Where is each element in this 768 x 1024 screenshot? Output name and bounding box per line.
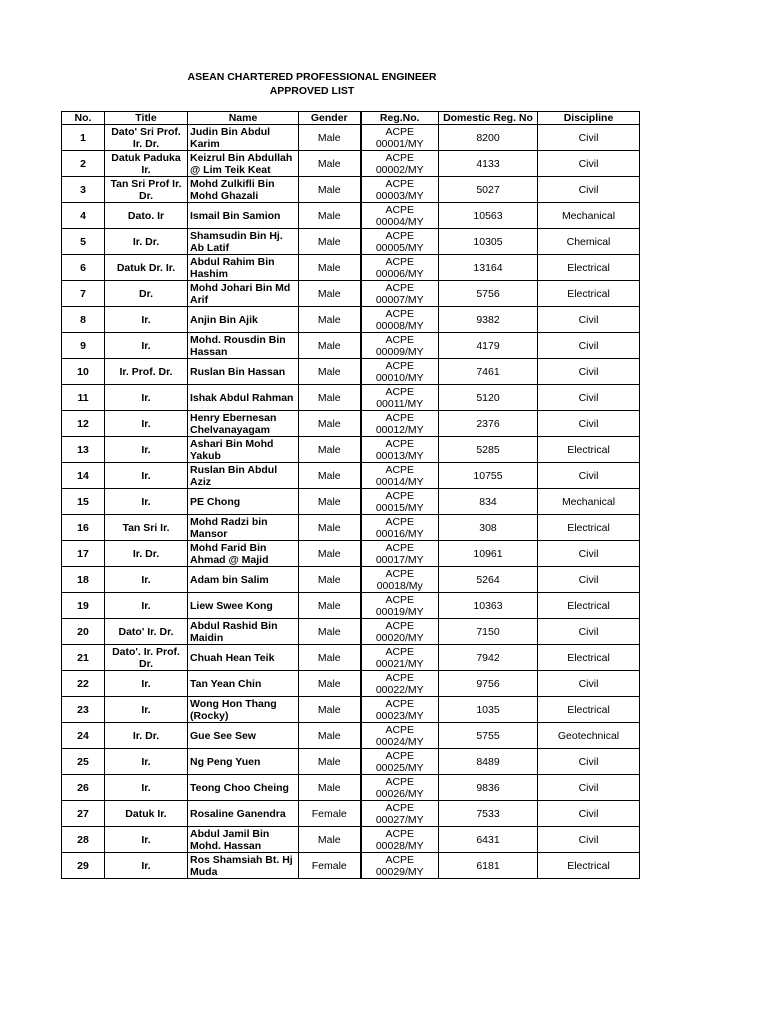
cell-gender: Male [299,125,361,151]
table-row [62,125,640,151]
cell-name: Adam bin Salim [188,567,299,593]
cell-name: Chuah Hean Teik [188,645,299,671]
cell-no: 25 [62,749,105,775]
cell-title: Ir. [105,463,188,489]
cell-domestic-reg-no: 6431 [439,827,538,853]
cell-discipline: Geotechnical [538,723,640,749]
table-row [62,671,640,697]
cell-reg-no: ACPE 00007/MY [361,281,439,307]
cell-title: Ir. Prof. Dr. [105,359,188,385]
cell-gender: Female [299,801,361,827]
table-row [62,801,640,827]
cell-reg-no: ACPE 00019/MY [361,593,439,619]
cell-discipline: Civil [538,827,640,853]
cell-domestic-reg-no: 7461 [439,359,538,385]
table-header [62,112,640,125]
cell-gender: Female [299,853,361,879]
cell-title: Ir. [105,307,188,333]
table-row [62,385,640,411]
cell-reg-no: ACPE 00017/MY [361,541,439,567]
cell-gender: Male [299,697,361,723]
cell-title: Datuk Dr. Ir. [105,255,188,281]
cell-reg-no: ACPE 00023/MY [361,697,439,723]
cell-discipline: Civil [538,775,640,801]
cell-reg-no: ACPE 00006/MY [361,255,439,281]
cell-discipline: Civil [538,749,640,775]
cell-no: 3 [62,177,105,203]
cell-discipline: Mechanical [538,489,640,515]
cell-title: Ir. Dr. [105,541,188,567]
cell-discipline: Civil [538,619,640,645]
cell-name: Henry Ebernesan Chelvanayagam [188,411,299,437]
cell-reg-no: ACPE 00026/MY [361,775,439,801]
cell-reg-no: ACPE 00009/MY [361,333,439,359]
table-row [62,853,640,879]
cell-title: Ir. [105,333,188,359]
cell-reg-no: ACPE 00015/MY [361,489,439,515]
cell-reg-no: ACPE 00018/My [361,567,439,593]
cell-gender: Male [299,619,361,645]
cell-gender: Male [299,203,361,229]
cell-domestic-reg-no: 9382 [439,307,538,333]
cell-discipline: Civil [538,359,640,385]
cell-name: PE Chong [188,489,299,515]
cell-discipline: Electrical [538,281,640,307]
table-row [62,177,640,203]
cell-gender: Male [299,281,361,307]
cell-name: Ashari Bin Mohd Yakub [188,437,299,463]
cell-domestic-reg-no: 5264 [439,567,538,593]
cell-discipline: Civil [538,125,640,151]
cell-gender: Male [299,749,361,775]
cell-gender: Male [299,359,361,385]
cell-name: Keizrul Bin Abdullah @ Lim Teik Keat [188,151,299,177]
cell-name: Teong Choo Cheing [188,775,299,801]
cell-no: 14 [62,463,105,489]
table-row [62,697,640,723]
table-row [62,593,640,619]
cell-title: Dato' Sri Prof. Ir. Dr. [105,125,188,151]
cell-gender: Male [299,307,361,333]
cell-domestic-reg-no: 834 [439,489,538,515]
cell-title: Ir. [105,671,188,697]
cell-reg-no: ACPE 00005/MY [361,229,439,255]
table-row [62,515,640,541]
table-row [62,541,640,567]
table-row [62,437,640,463]
cell-gender: Male [299,411,361,437]
cell-discipline: Civil [538,333,640,359]
cell-domestic-reg-no: 10363 [439,593,538,619]
cell-no: 7 [62,281,105,307]
table-row [62,281,640,307]
cell-name: Liew Swee Kong [188,593,299,619]
cell-name: Mohd Farid Bin Ahmad @ Majid [188,541,299,567]
cell-name: Mohd Radzi bin Mansor [188,515,299,541]
cell-discipline: Civil [538,307,640,333]
cell-discipline: Mechanical [538,203,640,229]
table-row [62,567,640,593]
cell-discipline: Civil [538,177,640,203]
cell-gender: Male [299,593,361,619]
cell-reg-no: ACPE 00024/MY [361,723,439,749]
table-row [62,203,640,229]
cell-gender: Male [299,177,361,203]
cell-discipline: Civil [538,567,640,593]
cell-no: 26 [62,775,105,801]
column-header-domestic-reg-no: Domestic Reg. No [439,112,538,125]
cell-name: Ruslan Bin Abdul Aziz [188,463,299,489]
cell-discipline: Civil [538,671,640,697]
cell-no: 18 [62,567,105,593]
table-row [62,411,640,437]
cell-reg-no: ACPE 00022/MY [361,671,439,697]
cell-gender: Male [299,541,361,567]
cell-domestic-reg-no: 308 [439,515,538,541]
table-row [62,489,640,515]
cell-domestic-reg-no: 5755 [439,723,538,749]
cell-no: 16 [62,515,105,541]
cell-reg-no: ACPE 00002/MY [361,151,439,177]
cell-reg-no: ACPE 00011/MY [361,385,439,411]
cell-no: 29 [62,853,105,879]
cell-title: Datuk Paduka Ir. [105,151,188,177]
cell-gender: Male [299,151,361,177]
cell-discipline: Electrical [538,515,640,541]
cell-domestic-reg-no: 5120 [439,385,538,411]
cell-reg-no: ACPE 00001/MY [361,125,439,151]
cell-gender: Male [299,827,361,853]
column-header-discipline: Discipline [538,112,640,125]
cell-title: Ir. [105,437,188,463]
cell-name: Ishak Abdul Rahman [188,385,299,411]
cell-domestic-reg-no: 10563 [439,203,538,229]
cell-name: Gue See Sew [188,723,299,749]
table-row [62,151,640,177]
cell-reg-no: ACPE 00008/MY [361,307,439,333]
cell-name: Wong Hon Thang (Rocky) [188,697,299,723]
cell-discipline: Electrical [538,255,640,281]
cell-gender: Male [299,229,361,255]
cell-domestic-reg-no: 1035 [439,697,538,723]
cell-domestic-reg-no: 10961 [439,541,538,567]
cell-no: 20 [62,619,105,645]
cell-name: Abdul Rashid Bin Maidin [188,619,299,645]
cell-no: 22 [62,671,105,697]
cell-name: Ismail Bin Samion [188,203,299,229]
cell-title: Ir. [105,385,188,411]
cell-reg-no: ACPE 00020/MY [361,619,439,645]
table-row [62,307,640,333]
cell-discipline: Civil [538,151,640,177]
cell-no: 15 [62,489,105,515]
cell-name: Mohd. Rousdin Bin Hassan [188,333,299,359]
cell-title: Ir. [105,411,188,437]
cell-title: Dato' Ir. Dr. [105,619,188,645]
cell-reg-no: ACPE 00025/MY [361,749,439,775]
cell-title: Dato. Ir [105,203,188,229]
document-title [0,70,624,98]
cell-gender: Male [299,723,361,749]
cell-name: Judin Bin Abdul Karim [188,125,299,151]
cell-domestic-reg-no: 8200 [439,125,538,151]
cell-domestic-reg-no: 5756 [439,281,538,307]
cell-no: 13 [62,437,105,463]
cell-reg-no: ACPE 00028/MY [361,827,439,853]
cell-title: Ir. [105,775,188,801]
cell-discipline: Chemical [538,229,640,255]
cell-reg-no: ACPE 00012/MY [361,411,439,437]
table-row [62,463,640,489]
cell-no: 1 [62,125,105,151]
column-header-no: No. [62,112,105,125]
cell-no: 27 [62,801,105,827]
cell-name: Anjin Bin Ajik [188,307,299,333]
cell-title: Tan Sri Prof Ir. Dr. [105,177,188,203]
cell-domestic-reg-no: 6181 [439,853,538,879]
cell-gender: Male [299,463,361,489]
cell-gender: Male [299,645,361,671]
cell-name: Abdul Rahim Bin Hashim [188,255,299,281]
cell-domestic-reg-no: 10305 [439,229,538,255]
cell-domestic-reg-no: 9836 [439,775,538,801]
cell-domestic-reg-no: 4133 [439,151,538,177]
cell-reg-no: ACPE 00013/MY [361,437,439,463]
cell-domestic-reg-no: 5027 [439,177,538,203]
cell-title: Tan Sri Ir. [105,515,188,541]
table-row [62,229,640,255]
cell-title: Ir. [105,853,188,879]
cell-no: 12 [62,411,105,437]
cell-domestic-reg-no: 10755 [439,463,538,489]
cell-discipline: Electrical [538,697,640,723]
table-row [62,645,640,671]
cell-discipline: Electrical [538,437,640,463]
cell-no: 5 [62,229,105,255]
table-row [62,359,640,385]
cell-gender: Male [299,515,361,541]
table-row [62,333,640,359]
column-header-name: Name [188,112,299,125]
cell-title: Ir. [105,697,188,723]
table-row [62,255,640,281]
cell-gender: Male [299,567,361,593]
cell-title: Dato'. Ir. Prof. Dr. [105,645,188,671]
cell-name: Tan Yean Chin [188,671,299,697]
cell-name: Mohd Zulkifli Bin Mohd Ghazali [188,177,299,203]
cell-no: 6 [62,255,105,281]
column-header-title: Title [105,112,188,125]
cell-reg-no: ACPE 00010/MY [361,359,439,385]
cell-reg-no: ACPE 00004/MY [361,203,439,229]
cell-gender: Male [299,671,361,697]
cell-reg-no: ACPE 00003/MY [361,177,439,203]
cell-domestic-reg-no: 2376 [439,411,538,437]
cell-reg-no: ACPE 00016/MY [361,515,439,541]
cell-title: Ir. [105,489,188,515]
cell-domestic-reg-no: 7150 [439,619,538,645]
table-header-row [62,112,640,125]
cell-gender: Male [299,255,361,281]
cell-reg-no: ACPE 00014/MY [361,463,439,489]
cell-gender: Male [299,775,361,801]
cell-no: 9 [62,333,105,359]
cell-title: Datuk Ir. [105,801,188,827]
cell-name: Shamsudin Bin Hj. Ab Latif [188,229,299,255]
cell-no: 8 [62,307,105,333]
cell-discipline: Civil [538,411,640,437]
document-title-line-1: ASEAN CHARTERED PROFESSIONAL ENGINEER [187,71,437,83]
cell-name: Mohd Johari Bin Md Arif [188,281,299,307]
cell-title: Ir. [105,749,188,775]
cell-gender: Male [299,489,361,515]
cell-no: 2 [62,151,105,177]
cell-domestic-reg-no: 4179 [439,333,538,359]
table-row [62,723,640,749]
cell-discipline: Electrical [538,645,640,671]
column-header-gender: Gender [299,112,361,125]
cell-gender: Male [299,437,361,463]
cell-title: Ir. [105,827,188,853]
cell-gender: Male [299,385,361,411]
table-row [62,619,640,645]
cell-discipline: Civil [538,385,640,411]
cell-no: 10 [62,359,105,385]
cell-domestic-reg-no: 13164 [439,255,538,281]
cell-title: Ir. [105,567,188,593]
table-row [62,775,640,801]
document-title-line-2: APPROVED LIST [269,85,355,97]
cell-discipline: Civil [538,463,640,489]
table-body [62,125,640,879]
cell-no: 24 [62,723,105,749]
cell-domestic-reg-no: 8489 [439,749,538,775]
cell-no: 23 [62,697,105,723]
cell-no: 4 [62,203,105,229]
column-header-reg-no: Reg.No. [361,112,439,125]
cell-name: Rosaline Ganendra [188,801,299,827]
table-row [62,827,640,853]
cell-no: 28 [62,827,105,853]
cell-reg-no: ACPE 00021/MY [361,645,439,671]
cell-gender: Male [299,333,361,359]
cell-no: 21 [62,645,105,671]
cell-domestic-reg-no: 5285 [439,437,538,463]
cell-no: 11 [62,385,105,411]
cell-reg-no: ACPE 00027/MY [361,801,439,827]
cell-domestic-reg-no: 7533 [439,801,538,827]
cell-title: Ir. [105,593,188,619]
table-row [62,749,640,775]
cell-title: Ir. Dr. [105,229,188,255]
cell-title: Ir. Dr. [105,723,188,749]
cell-reg-no: ACPE 00029/MY [361,853,439,879]
cell-name: Ruslan Bin Hassan [188,359,299,385]
cell-discipline: Electrical [538,853,640,879]
cell-discipline: Electrical [538,593,640,619]
approved-list-table [61,111,640,879]
cell-domestic-reg-no: 7942 [439,645,538,671]
cell-name: Ros Shamsiah Bt. Hj Muda [188,853,299,879]
cell-name: Ng Peng Yuen [188,749,299,775]
cell-discipline: Civil [538,541,640,567]
cell-discipline: Civil [538,801,640,827]
cell-title: Dr. [105,281,188,307]
cell-domestic-reg-no: 9756 [439,671,538,697]
cell-no: 17 [62,541,105,567]
cell-no: 19 [62,593,105,619]
cell-name: Abdul Jamil Bin Mohd. Hassan [188,827,299,853]
